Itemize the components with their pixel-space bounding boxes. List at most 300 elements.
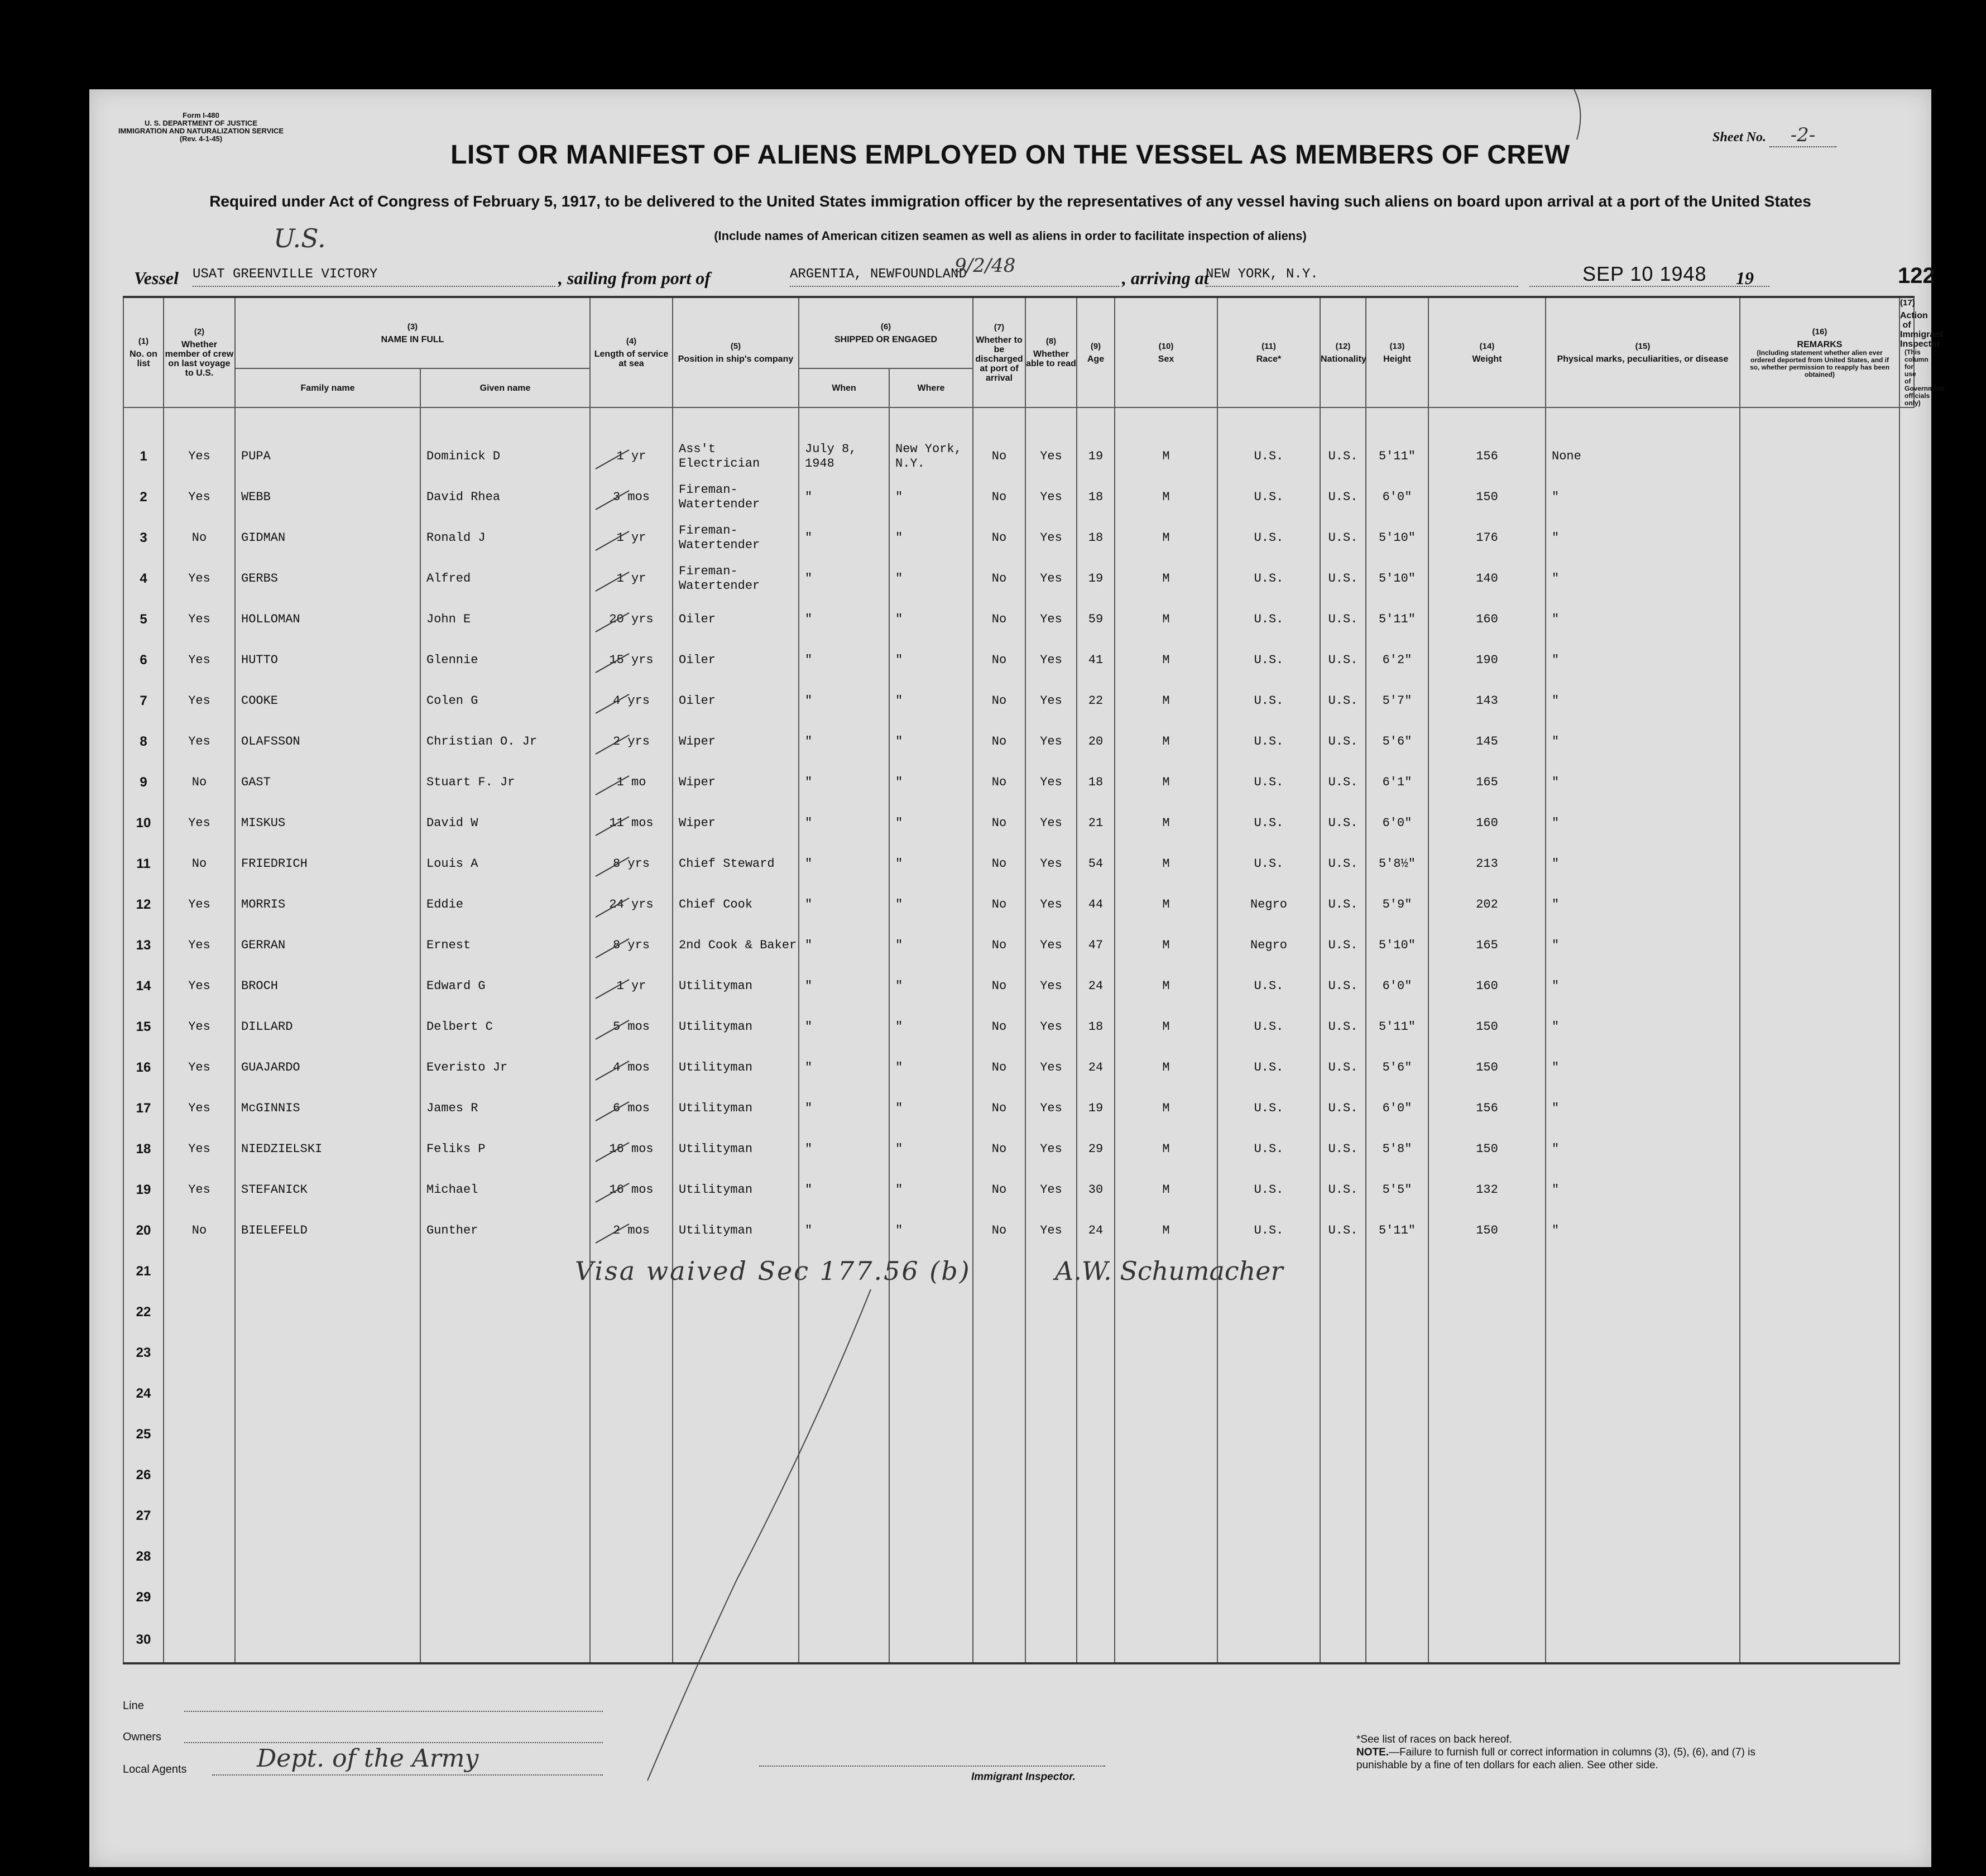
family-name: NIEDZIELSKI (235, 1129, 420, 1169)
check-mark (596, 654, 629, 673)
race: U.S. (1217, 599, 1320, 640)
height: 5'11" (1366, 407, 1428, 477)
height: 5'9" (1366, 884, 1428, 925)
shipped-where: " (889, 1210, 973, 1251)
position: Utilityman (673, 1006, 799, 1047)
age: 24 (1077, 1047, 1115, 1088)
able-to-read: Yes (1025, 517, 1077, 558)
weight: 160 (1428, 599, 1546, 640)
member-last-voyage: No (164, 1210, 235, 1251)
able-to-read: Yes (1025, 762, 1077, 803)
shipped-where: " (889, 721, 973, 762)
family-name: McGINNIS (235, 1088, 420, 1129)
check-mark (596, 1102, 629, 1121)
agents-label: Local Agents (123, 1763, 187, 1776)
col-header-name: (3) NAME IN FULL (235, 297, 590, 368)
length-of-service: 4 yrs (590, 680, 673, 721)
discharged: No (973, 558, 1025, 599)
given-name: Dominick D (420, 407, 590, 477)
department: U. S. DEPARTMENT OF JUSTICE (145, 119, 257, 127)
weight: 156 (1428, 407, 1546, 477)
footer-notes (1356, 1733, 1769, 1772)
given-name: Delbert C (420, 1006, 590, 1047)
given-name: Stuart F. Jr (420, 762, 590, 803)
line-field (184, 1711, 603, 1712)
physical-marks: " (1546, 1088, 1740, 1129)
given-name: Glennie (420, 640, 590, 680)
height: 5'10" (1366, 925, 1428, 966)
agents-value: Dept. of the Army (257, 1744, 479, 1773)
position: Fireman-Watertender (673, 517, 799, 558)
discharged: No (973, 477, 1025, 517)
sex: M (1115, 966, 1217, 1006)
service-tick-marks (596, 450, 629, 1243)
race: U.S. (1217, 407, 1320, 477)
race: U.S. (1217, 517, 1320, 558)
shipped-when: " (799, 1129, 889, 1169)
discharged: No (973, 803, 1025, 843)
family-name: HOLLOMAN (235, 599, 420, 640)
weight: 165 (1428, 762, 1546, 803)
discharged: No (973, 599, 1025, 640)
row-number: 3 (123, 517, 164, 558)
physical-marks: " (1546, 884, 1740, 925)
arriving-port: NEW YORK, N.Y. (1206, 267, 1318, 282)
check-mark (596, 817, 629, 836)
col-header-read: (8) Whether able to read (1025, 297, 1077, 407)
check-mark (596, 613, 629, 632)
sex: M (1115, 1047, 1217, 1088)
shipped-where: " (889, 558, 973, 599)
family-name: STEFANICK (235, 1169, 420, 1210)
height: 5'6" (1366, 721, 1428, 762)
check-mark (596, 980, 629, 999)
weight: 160 (1428, 966, 1546, 1006)
row-number: 12 (123, 884, 164, 925)
sex: M (1115, 1129, 1217, 1169)
race: U.S. (1217, 1047, 1320, 1088)
sex: M (1115, 1088, 1217, 1129)
length-of-service: 15 yrs (590, 640, 673, 680)
discharged: No (973, 517, 1025, 558)
length-of-service: 1 yr (590, 558, 673, 599)
race: U.S. (1217, 966, 1320, 1006)
weight: 150 (1428, 1129, 1546, 1169)
discharged: No (973, 966, 1025, 1006)
date-stamp: SEP 10 1948 (1582, 262, 1707, 285)
member-last-voyage: Yes (164, 1047, 235, 1088)
inspector-signature: A.W. Schumacher (1055, 1256, 1283, 1286)
shipped-where: " (889, 1088, 973, 1129)
check-mark (596, 531, 629, 550)
sex: M (1115, 803, 1217, 843)
check-mark (596, 1061, 629, 1080)
member-last-voyage: No (164, 517, 235, 558)
check-mark (596, 939, 629, 958)
row-number: 21 (123, 1251, 164, 1292)
race: U.S. (1217, 1210, 1320, 1251)
physical-marks: " (1546, 477, 1740, 517)
row-number: 22 (123, 1292, 164, 1332)
row-number: 17 (123, 1088, 164, 1129)
col-header-nationality: (12) Nationality (1320, 297, 1366, 407)
row-number: 20 (123, 1210, 164, 1251)
agents-field (212, 1774, 603, 1776)
physical-marks: " (1546, 843, 1740, 884)
member-last-voyage: Yes (164, 477, 235, 517)
given-name: Christian O. Jr (420, 721, 590, 762)
able-to-read: Yes (1025, 477, 1077, 517)
age: 19 (1077, 558, 1115, 599)
length-of-service: 6 mos (590, 1088, 673, 1129)
age: 19 (1077, 407, 1115, 477)
check-mark (596, 450, 629, 469)
age: 41 (1077, 640, 1115, 680)
check-mark (596, 491, 629, 510)
note-prefix: NOTE. (1356, 1747, 1389, 1758)
family-name: BROCH (235, 966, 420, 1006)
length-of-service: 24 yrs (590, 884, 673, 925)
age: 47 (1077, 925, 1115, 966)
col-header-discharged: (7) Whether to be discharged at port of arrival (973, 297, 1025, 407)
sheet-value: -2- (1769, 124, 1836, 147)
nationality: U.S. (1320, 925, 1366, 966)
shipped-when: " (799, 925, 889, 966)
shipped-where: " (889, 1129, 973, 1169)
weight: 150 (1428, 1047, 1546, 1088)
member-last-voyage: No (164, 762, 235, 803)
shipped-when: " (799, 721, 889, 762)
weight: 140 (1428, 558, 1546, 599)
discharged: No (973, 407, 1025, 477)
family-name: GIDMAN (235, 517, 420, 558)
able-to-read: Yes (1025, 1088, 1077, 1129)
length-of-service: 2 mos (590, 1210, 673, 1251)
shipped-where: " (889, 925, 973, 966)
row-number: 28 (123, 1536, 164, 1577)
race: U.S. (1217, 640, 1320, 680)
discharged: No (973, 925, 1025, 966)
given-name: Edward G (420, 966, 590, 1006)
family-name: WEBB (235, 477, 420, 517)
position: Utilityman (673, 1169, 799, 1210)
row-number: 24 (123, 1373, 164, 1414)
physical-marks: " (1546, 1210, 1740, 1251)
given-name: Michael (420, 1169, 590, 1210)
nationality: U.S. (1320, 721, 1366, 762)
row-number: 25 (123, 1414, 164, 1455)
col-header-remarks: (16) REMARKS (Including statement whether alien ever ordered deported from United States, and if so, whether permission to reapply has been obtained) (1740, 297, 1899, 407)
weight: 150 (1428, 1006, 1546, 1047)
position: Wiper (673, 762, 799, 803)
shipped-when: " (799, 1047, 889, 1088)
stamp-number: 122 (1898, 263, 1935, 288)
length-of-service: 16 mos (590, 1129, 673, 1169)
signature-stroke (647, 1289, 871, 1781)
race: U.S. (1217, 558, 1320, 599)
shipped-when: " (799, 843, 889, 884)
family-name: GERRAN (235, 925, 420, 966)
owners-label: Owners (123, 1731, 161, 1743)
given-name: John E (420, 599, 590, 640)
able-to-read: Yes (1025, 407, 1077, 477)
revision: (Rev. 4-1-45) (179, 135, 223, 143)
discharged: No (973, 1088, 1025, 1129)
shipped-where: " (889, 966, 973, 1006)
sailing-label: , sailing from port of (558, 268, 711, 288)
age: 18 (1077, 762, 1115, 803)
shipped-where: New York, N.Y. (889, 407, 973, 477)
physical-marks: " (1546, 762, 1740, 803)
sex: M (1115, 477, 1217, 517)
col-header-marks: (15) Physical marks, peculiarities, or disease (1546, 297, 1740, 407)
position: Utilityman (673, 1210, 799, 1251)
col-header-race: (11) Race* (1217, 297, 1320, 407)
sex: M (1115, 640, 1217, 680)
discharged: No (973, 680, 1025, 721)
shipped-when: " (799, 558, 889, 599)
sex: M (1115, 558, 1217, 599)
able-to-read: Yes (1025, 1047, 1077, 1088)
sex: M (1115, 1210, 1217, 1251)
height: 5'8½" (1366, 843, 1428, 884)
member-last-voyage: Yes (164, 1129, 235, 1169)
able-to-read: Yes (1025, 843, 1077, 884)
year-prefix: 19 (1736, 268, 1754, 288)
family-name: GAST (235, 762, 420, 803)
handwritten-date: 9/2/48 (954, 255, 1016, 277)
race: Negro (1217, 884, 1320, 925)
race: U.S. (1217, 843, 1320, 884)
family-name: GUAJARDO (235, 1047, 420, 1088)
height: 5'7" (1366, 680, 1428, 721)
able-to-read: Yes (1025, 884, 1077, 925)
row-number: 15 (123, 1006, 164, 1047)
able-to-read: Yes (1025, 599, 1077, 640)
shipped-where: " (889, 1047, 973, 1088)
nationality: U.S. (1320, 884, 1366, 925)
age: 54 (1077, 843, 1115, 884)
discharged: No (973, 640, 1025, 680)
physical-marks: " (1546, 558, 1740, 599)
row-number: 30 (123, 1618, 164, 1663)
age: 20 (1077, 721, 1115, 762)
nationality: U.S. (1320, 640, 1366, 680)
family-name: OLAFSSON (235, 721, 420, 762)
physical-marks: " (1546, 517, 1740, 558)
vessel-label: Vessel (134, 268, 179, 288)
discharged: No (973, 1047, 1025, 1088)
age: 59 (1077, 599, 1115, 640)
member-last-voyage: Yes (164, 925, 235, 966)
shipped-where: " (889, 477, 973, 517)
discharged: No (973, 721, 1025, 762)
sailing-port: ARGENTIA, NEWFOUNDLAND (790, 267, 967, 282)
sex: M (1115, 843, 1217, 884)
row-number: 14 (123, 966, 164, 1006)
given-name: Feliks P (420, 1129, 590, 1169)
row-number: 2 (123, 477, 164, 517)
shipped-when: " (799, 1088, 889, 1129)
physical-marks: None (1546, 407, 1740, 477)
check-mark (596, 776, 629, 795)
able-to-read: Yes (1025, 966, 1077, 1006)
col-header-member: (2) Whether member of crew on last voyage to U.S. (164, 297, 235, 407)
col-header-family-name: Family name (235, 368, 420, 407)
able-to-read: Yes (1025, 1210, 1077, 1251)
height: 5'6" (1366, 1047, 1428, 1088)
weight: 150 (1428, 1210, 1546, 1251)
weight: 143 (1428, 680, 1546, 721)
shipped-where: " (889, 1169, 973, 1210)
row-number: 6 (123, 640, 164, 680)
nationality: U.S. (1320, 1210, 1366, 1251)
check-mark (596, 1020, 629, 1039)
sex: M (1115, 599, 1217, 640)
row-number: 13 (123, 925, 164, 966)
given-name: Eddie (420, 884, 590, 925)
col-header-position: (5) Position in ship's company (673, 297, 799, 407)
able-to-read: Yes (1025, 558, 1077, 599)
line-label: Line (123, 1700, 144, 1712)
height: 6'1" (1366, 762, 1428, 803)
col-header-where: Where (889, 368, 973, 407)
physical-marks: " (1546, 640, 1740, 680)
physical-marks: " (1546, 966, 1740, 1006)
shipped-when: " (799, 762, 889, 803)
height: 5'11" (1366, 599, 1428, 640)
col-header-sex: (10) Sex (1115, 297, 1217, 407)
height: 6'0" (1366, 803, 1428, 843)
race: U.S. (1217, 762, 1320, 803)
nationality: U.S. (1320, 1129, 1366, 1169)
height: 5'5" (1366, 1169, 1428, 1210)
shipped-when: " (799, 599, 889, 640)
position: Fireman-Watertender (673, 477, 799, 517)
shipped-where: " (889, 640, 973, 680)
physical-marks: " (1546, 680, 1740, 721)
position: Utilityman (673, 966, 799, 1006)
sex: M (1115, 762, 1217, 803)
position: Wiper (673, 721, 799, 762)
nationality: U.S. (1320, 599, 1366, 640)
age: 18 (1077, 477, 1115, 517)
races-note: *See list of races on back hereof. (1356, 1734, 1512, 1745)
age: 21 (1077, 803, 1115, 843)
col-header-height: (13) Height (1366, 297, 1428, 407)
height: 5'10" (1366, 558, 1428, 599)
member-last-voyage: Yes (164, 680, 235, 721)
family-name: GERBS (235, 558, 420, 599)
weight: 150 (1428, 477, 1546, 517)
weight: 160 (1428, 803, 1546, 843)
shipped-where: " (889, 1006, 973, 1047)
age: 29 (1077, 1129, 1115, 1169)
shipped-where: " (889, 599, 973, 640)
row-number: 5 (123, 599, 164, 640)
row-number: 1 (123, 407, 164, 477)
service-name: IMMIGRATION AND NATURALIZATION SERVICE (118, 127, 284, 135)
age: 24 (1077, 966, 1115, 1006)
shipped-where: " (889, 762, 973, 803)
shipped-when: " (799, 1210, 889, 1251)
given-name: Louis A (420, 843, 590, 884)
weight: 213 (1428, 843, 1546, 884)
height: 6'0" (1366, 1088, 1428, 1129)
col-header-when: When (799, 368, 889, 407)
handwritten-visa-note: Visa waived Sec 177.56 (b) (575, 1256, 971, 1286)
check-mark (596, 1224, 629, 1243)
age: 24 (1077, 1210, 1115, 1251)
check-mark (596, 572, 629, 591)
height: 6'0" (1366, 966, 1428, 1006)
nationality: U.S. (1320, 762, 1366, 803)
inspector-label: Immigrant Inspector. (971, 1771, 1076, 1783)
col-header-inspector: (17) Action of Immigrant Inspector (This column for use of Government officials only) (1900, 298, 1944, 407)
shipped-when: " (799, 966, 889, 1006)
age: 22 (1077, 680, 1115, 721)
member-last-voyage: Yes (164, 803, 235, 843)
member-last-voyage: Yes (164, 640, 235, 680)
nationality: U.S. (1320, 966, 1366, 1006)
race: Negro (1217, 925, 1320, 966)
given-name: Ernest (420, 925, 590, 966)
shipped-when: " (799, 640, 889, 680)
shipped-where: " (889, 884, 973, 925)
family-name: MORRIS (235, 884, 420, 925)
shipped-where: " (889, 803, 973, 843)
length-of-service: 4 mos (590, 1047, 673, 1088)
position: Utilityman (673, 1088, 799, 1129)
able-to-read: Yes (1025, 1129, 1077, 1169)
member-last-voyage: Yes (164, 1169, 235, 1210)
discharged: No (973, 884, 1025, 925)
shipped-when: July 8, 1948 (799, 407, 889, 477)
handwritten-us: U.S. (274, 223, 326, 253)
given-name: Everisto Jr (420, 1047, 590, 1088)
member-last-voyage: Yes (164, 966, 235, 1006)
height: 6'0" (1366, 477, 1428, 517)
shipped-when: " (799, 1169, 889, 1210)
able-to-read: Yes (1025, 1169, 1077, 1210)
document-title: LIST OR MANIFEST OF ALIENS EMPLOYED ON THE VESSEL AS MEMBERS OF CREW (450, 140, 1570, 170)
nationality: U.S. (1320, 1088, 1366, 1129)
vessel-name: USAT GREENVILLE VICTORY (193, 267, 378, 282)
col-header-shipped: (6) SHIPPED OR ENGAGED (799, 297, 973, 368)
age: 18 (1077, 1006, 1115, 1047)
row-number: 9 (123, 762, 164, 803)
physical-marks: " (1546, 721, 1740, 762)
family-name: DILLARD (235, 1006, 420, 1047)
position: Oiler (673, 640, 799, 680)
member-last-voyage: Yes (164, 558, 235, 599)
pen-marks (89, 89, 1944, 1867)
able-to-read: Yes (1025, 925, 1077, 966)
shipped-when: " (799, 884, 889, 925)
height: 5'10" (1366, 517, 1428, 558)
race: U.S. (1217, 721, 1320, 762)
col-header-service: (4) Length of service at sea (590, 297, 673, 407)
position: Utilityman (673, 1129, 799, 1169)
length-of-service: 8 yrs (590, 843, 673, 884)
row-number: 19 (123, 1169, 164, 1210)
given-name: Gunther (420, 1210, 590, 1251)
shipped-where: " (889, 843, 973, 884)
member-last-voyage: No (164, 843, 235, 884)
nationality: U.S. (1320, 1169, 1366, 1210)
family-name: BIELEFELD (235, 1210, 420, 1251)
weight: 190 (1428, 640, 1546, 680)
